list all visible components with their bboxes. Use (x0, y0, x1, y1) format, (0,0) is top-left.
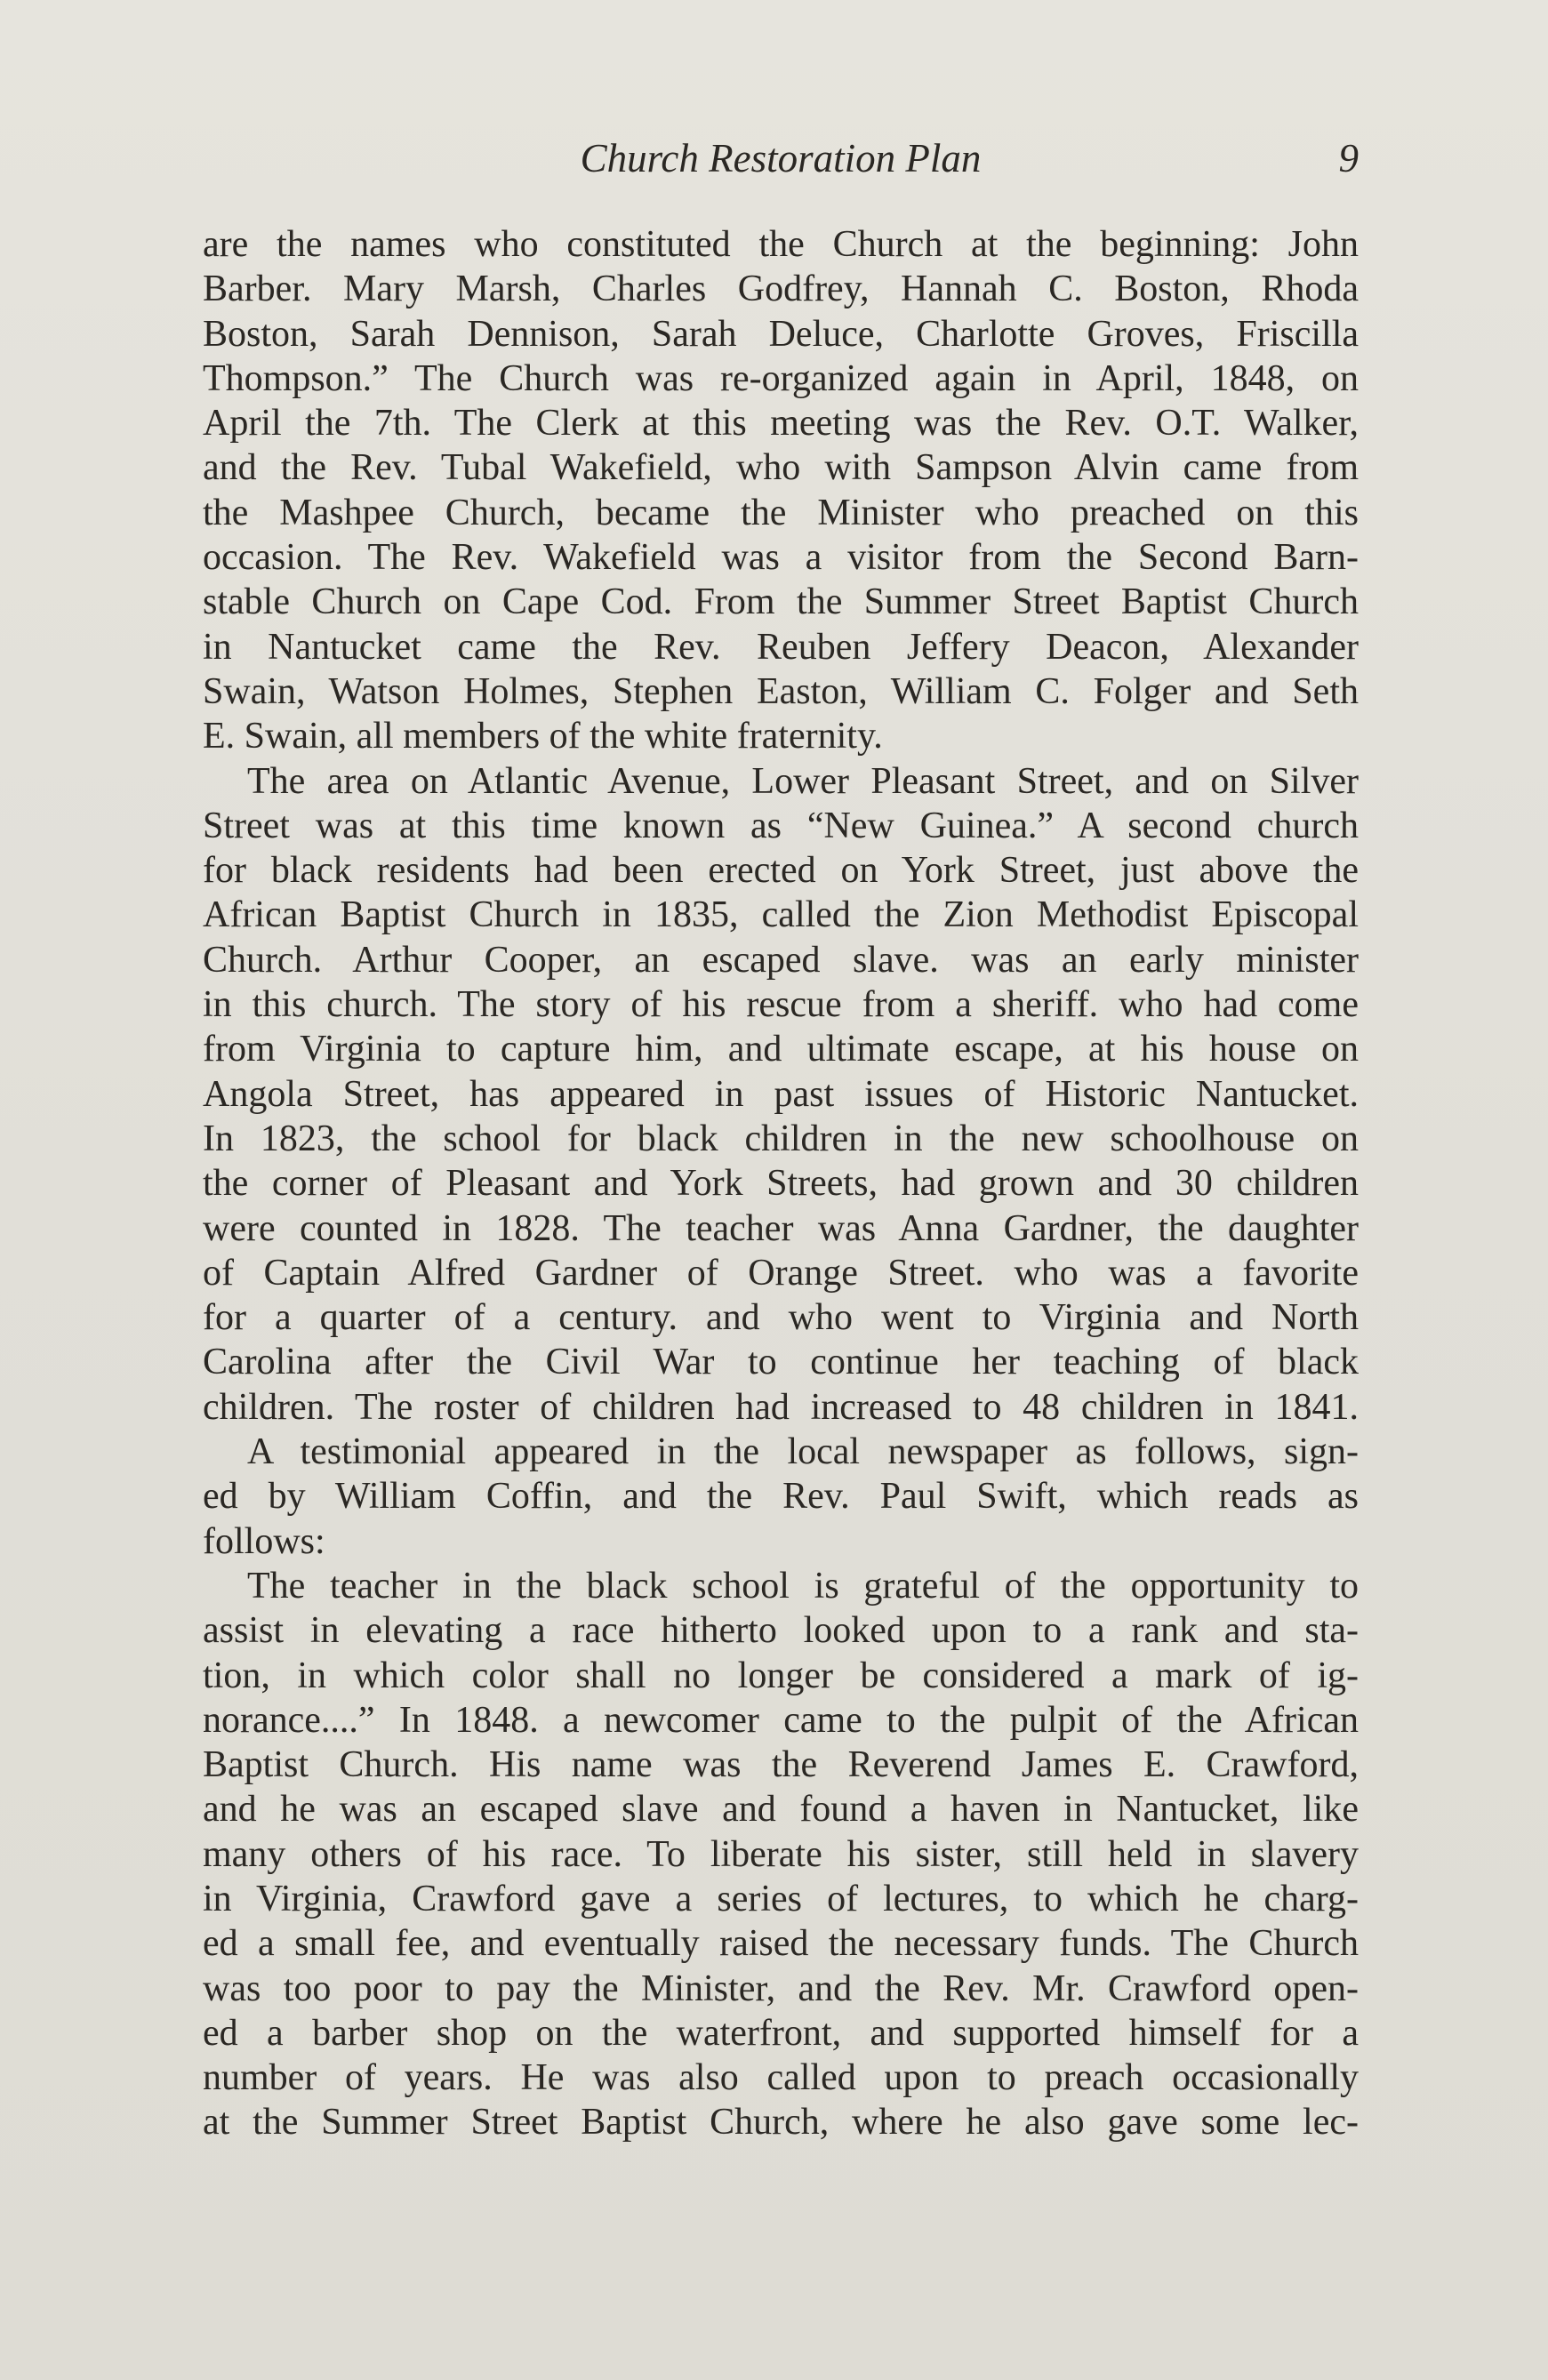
text-line: and he was an escaped slave and found a haven in Nantucket, like (203, 1789, 1359, 1831)
text-line: children. The roster of children had increased to 48 children in 1841. (203, 1386, 1359, 1428)
page-header (203, 132, 1359, 185)
text-line: Boston, Sarah Dennison, Sarah Deluce, Charlotte Groves, Friscilla (203, 313, 1359, 355)
text-line: from Virginia to capture him, and ultimate escape, at his house on (203, 1029, 1359, 1070)
text-line: ed a small fee, and eventually raised the necessary funds. The Church (203, 1923, 1359, 1965)
text-line: and the Rev. Tubal Wakefield, who with Sampson Alvin came from (203, 447, 1359, 489)
text-line: ed by William Coffin, and the Rev. Paul Swift, which reads as (203, 1476, 1359, 1518)
text-line: in this church. The story of his rescue from a sheriff. who had come (203, 984, 1359, 1026)
text-line: were counted in 1828. The teacher was Anna Gardner, the daughter (203, 1207, 1359, 1249)
text-line: in Nantucket came the Rev. Reuben Jeffery Deacon, Alexander (203, 626, 1359, 668)
text-line: in Virginia, Crawford gave a series of lectures, to which he charg- (203, 1878, 1359, 1919)
text-line: the Mashpee Church, became the Minister who preached on this (203, 492, 1359, 533)
text-line: for black residents had been erected on York Street, just above the (203, 850, 1359, 892)
text-line: ed a barber shop on the waterfront, and supported himself for a (203, 2012, 1359, 2054)
text-line: number of years. He was also called upon to preach occasionally (203, 2057, 1359, 2099)
text-line: Baptist Church. His name was the Reverend James E. Crawford, (203, 1744, 1359, 1786)
text-line: follows: (203, 1520, 325, 1562)
text-line: E. Swain, all members of the white fraternity. (203, 716, 883, 757)
text-line: The area on Atlantic Avenue, Lower Pleasant Street, and on Silver (247, 760, 1359, 802)
text-line: occasion. The Rev. Wakefield was a visitor from the Second Barn- (203, 537, 1359, 579)
text-line: norance....” In 1848. a newcomer came to the pulpit of the African (203, 1699, 1359, 1741)
text-line: many others of his race. To liberate his sister, still held in slavery (203, 1833, 1359, 1875)
text-line: tion, in which color shall no longer be considered a mark of ig- (203, 1655, 1359, 1696)
text-line: are the names who constituted the Church at the beginning: John (203, 224, 1359, 265)
text-line: assist in elevating a race hitherto looked upon to a rank and sta- (203, 1610, 1359, 1652)
text-line: African Baptist Church in 1835, called the Zion Methodist Episcopal (203, 894, 1359, 936)
text-line: stable Church on Cape Cod. From the Summer Street Baptist Church (203, 581, 1359, 623)
page-number: 9 (1338, 136, 1359, 180)
text-line: for a quarter of a century. and who went to Virginia and North (203, 1297, 1359, 1339)
text-line: was too poor to pay the Minister, and the Rev. Mr. Crawford open- (203, 1967, 1359, 2009)
text-line: the corner of Pleasant and York Streets, had grown and 30 children (203, 1163, 1359, 1205)
running-title: Church Restoration Plan (580, 136, 982, 180)
text-line: A testimonial appeared in the local newspaper as follows, sign- (247, 1431, 1359, 1473)
text-line: Carolina after the Civil War to continue her teaching of black (203, 1342, 1359, 1383)
text-line: Church. Arthur Cooper, an escaped slave. was an early minister (203, 939, 1359, 981)
text-line: April the 7th. The Clerk at this meeting was the Rev. O.T. Walker, (203, 403, 1359, 445)
text-line: of Captain Alfred Gardner of Orange Street. who was a favorite (203, 1252, 1359, 1294)
text-line: at the Summer Street Baptist Church, where he also gave some lec- (203, 2102, 1359, 2144)
text-line: Street was at this time known as “New Guinea.” A second church (203, 805, 1359, 846)
text-line: Barber. Mary Marsh, Charles Godfrey, Hannah C. Boston, Rhoda (203, 268, 1359, 310)
text-line: The teacher in the black school is grateful of the opportunity to (247, 1565, 1359, 1607)
text-line: Angola Street, has appeared in past issues of Historic Nantucket. (203, 1073, 1359, 1115)
text-line: Thompson.” The Church was re-organized again in April, 1848, on (203, 357, 1359, 399)
body-text (203, 222, 1359, 2145)
text-line: In 1823, the school for black children in the new schoolhouse on (203, 1118, 1359, 1159)
text-line: Swain, Watson Holmes, Stephen Easton, William C. Folger and Seth (203, 670, 1359, 712)
